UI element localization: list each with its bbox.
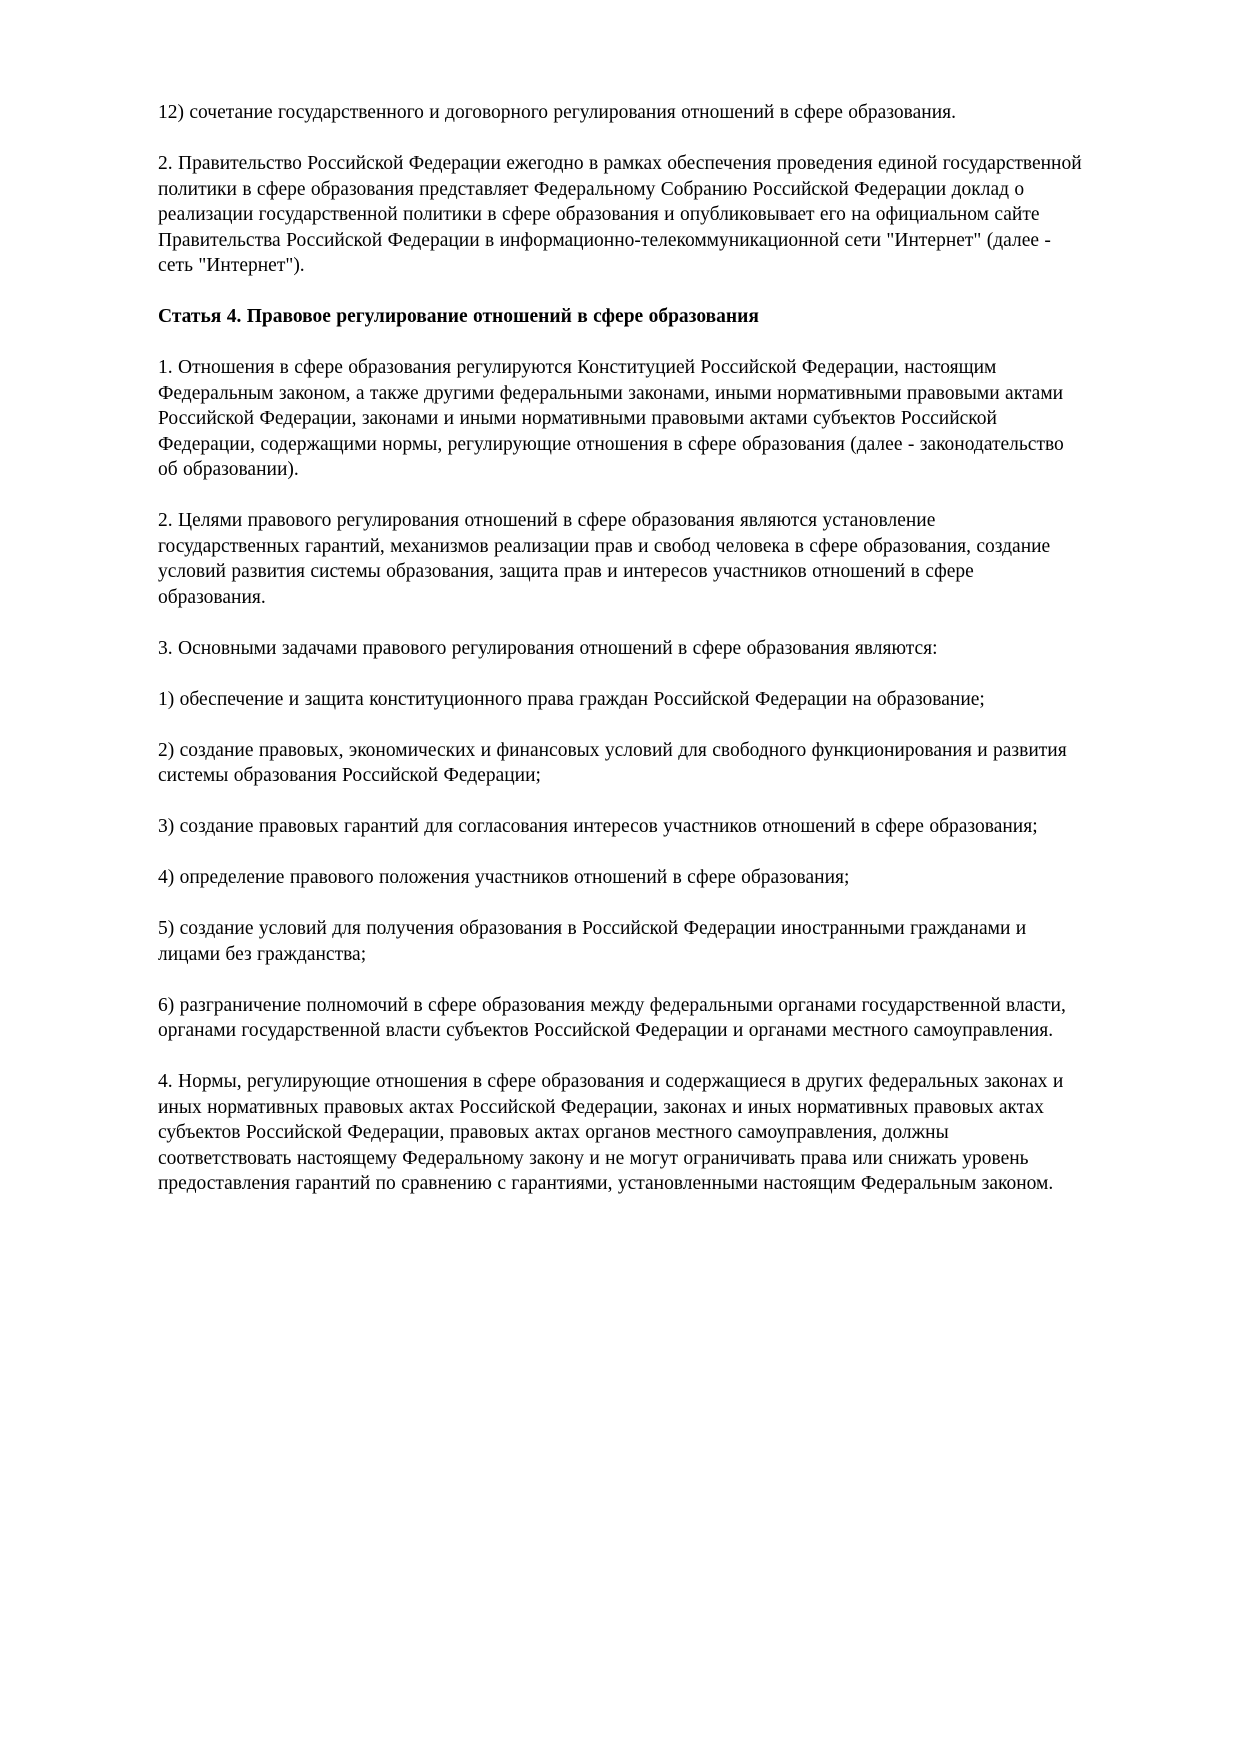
article-4-heading: Статья 4. Правовое регулирование отношений в сфере образования: [158, 306, 759, 327]
paragraph-article4-clause-1: 1. Отношения в сфере образования регулируются Конституцией Российской Федерации, настоящим Федеральным законом, а также другими федеральными законами, иными нормативными правовыми актами Российской Федерации, законами и иными нормативными правовыми актами субъектов Российской Федерации, содержащими нормы, регулирующие отношения в сфере образования (далее - законодательство об образовании).: [158, 357, 1064, 480]
paragraph-article4-subitem-4: 4) определение правового положения участников отношений в сфере образования;: [158, 867, 850, 888]
paragraph-article4-subitem-5: 5) создание условий для получения образования в Российской Федерации иностранными гражданами и лицами без гражданства;: [158, 918, 1027, 965]
paragraph-article4-subitem-6: 6) разграничение полномочий в сфере образования между федеральными органами государственной власти, органами государственной власти субъектов Российской Федерации и органами местного самоуправления.: [158, 994, 1066, 1041]
paragraph-article4-subitem-2: 2) создание правовых, экономических и финансовых условий для свободного функционирования и развития системы образования Российской Федерации;: [158, 739, 1067, 786]
paragraph-subitem-12: 12) сочетание государственного и договорного регулирования отношений в сфере образования.: [158, 102, 956, 123]
paragraph-article4-clause-3: 3. Основными задачами правового регулирования отношений в сфере образования являются:: [158, 637, 938, 659]
paragraph-article4-subitem-1: 1) обеспечение и защита конституционного права граждан Российской Федерации на образование;: [158, 688, 985, 710]
paragraph-article4-clause-2: 2. Целями правового регулирования отношений в сфере образования являются установление государственных гарантий, механизмов реализации прав и свобод человека в сфере образования, создание условий развития системы образования, защита прав и интересов участников отношений в сфере образования.: [158, 510, 1051, 608]
paragraph-clause-2: 2. Правительство Российской Федерации ежегодно в рамках обеспечения проведения единой государственной политики в сфере образования представляет Федеральному Собранию Российской Федерации доклад о реализации государственной политики в сфере образования и опубликовывает его на официальном сайте Правительства Российской Федерации в информационно-телекоммуникационной сети "Интернет" (далее - сеть "Интернет").: [158, 153, 1082, 276]
paragraph-article4-clause-4: 4. Нормы, регулирующие отношения в сфере образования и содержащиеся в других федеральных законах и иных нормативных правовых актах Российской Федерации, законах и иных нормативных правовых актах субъектов Российской Федерации, правовых актах органов местного самоуправления, должны соответствовать настоящему Федеральному закону и не могут ограничивать права или снижать уровень предоставления гарантий по сравнению с гарантиями, установленными настоящим Федеральным законом.: [158, 1071, 1064, 1194]
paragraph-article4-subitem-3: 3) создание правовых гарантий для согласования интересов участников отношений в сфере образования;: [158, 816, 1038, 837]
